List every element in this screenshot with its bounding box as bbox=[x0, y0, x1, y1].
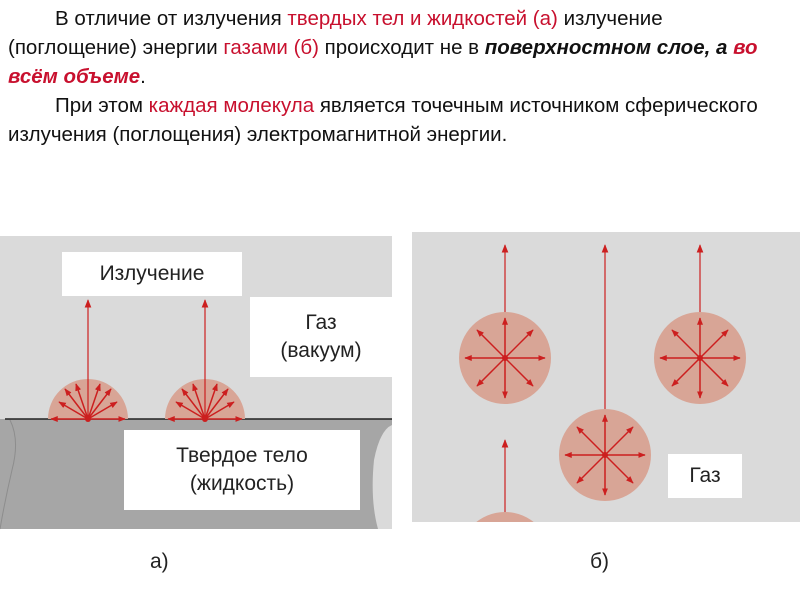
label-gas-b bbox=[668, 454, 742, 498]
p1-emphasis-surface: поверхностном слое, а bbox=[484, 36, 734, 59]
label-emission bbox=[62, 252, 242, 296]
p1-text-3: происходит не в bbox=[318, 36, 485, 59]
p1-emphasis-volume: во всём объеме bbox=[8, 36, 758, 88]
caption-a: а) bbox=[150, 550, 169, 573]
label-gas-b-text: Газ bbox=[689, 464, 721, 487]
label-solid-liquid bbox=[124, 430, 360, 510]
gas-molecule-4 bbox=[459, 512, 551, 600]
p1-text-2: излучение (поглощение) энергии bbox=[8, 7, 663, 59]
caption-b: б) bbox=[590, 550, 610, 573]
label-gas-text: Газ bbox=[305, 311, 337, 334]
gas-molecule-1 bbox=[459, 312, 551, 404]
p2-text-1: При этом bbox=[55, 94, 149, 117]
p2-highlight-molecule: каждая молекула bbox=[148, 94, 315, 117]
label-liquid-text: (жидкость) bbox=[189, 472, 295, 495]
p1-highlight-gases: газами (б) bbox=[223, 36, 319, 59]
p1-text-end: . bbox=[140, 65, 146, 88]
p1-highlight-solids: твердых тел и жидкостей (а) bbox=[287, 7, 558, 30]
label-emission-text: Излучение bbox=[99, 262, 205, 285]
label-gas-vacuum bbox=[250, 297, 392, 377]
gas-molecule-2 bbox=[654, 312, 746, 404]
label-solid-text: Твердое тело bbox=[176, 444, 308, 467]
p1-text-1: В отличие от излучения bbox=[55, 7, 288, 30]
p2-text-2: является точечным источником сферического излучения (поглощения) электромагнитной энергии. bbox=[8, 94, 758, 146]
gas-molecule-3 bbox=[559, 409, 651, 501]
label-vacuum-text: (вакуум) bbox=[280, 339, 362, 362]
